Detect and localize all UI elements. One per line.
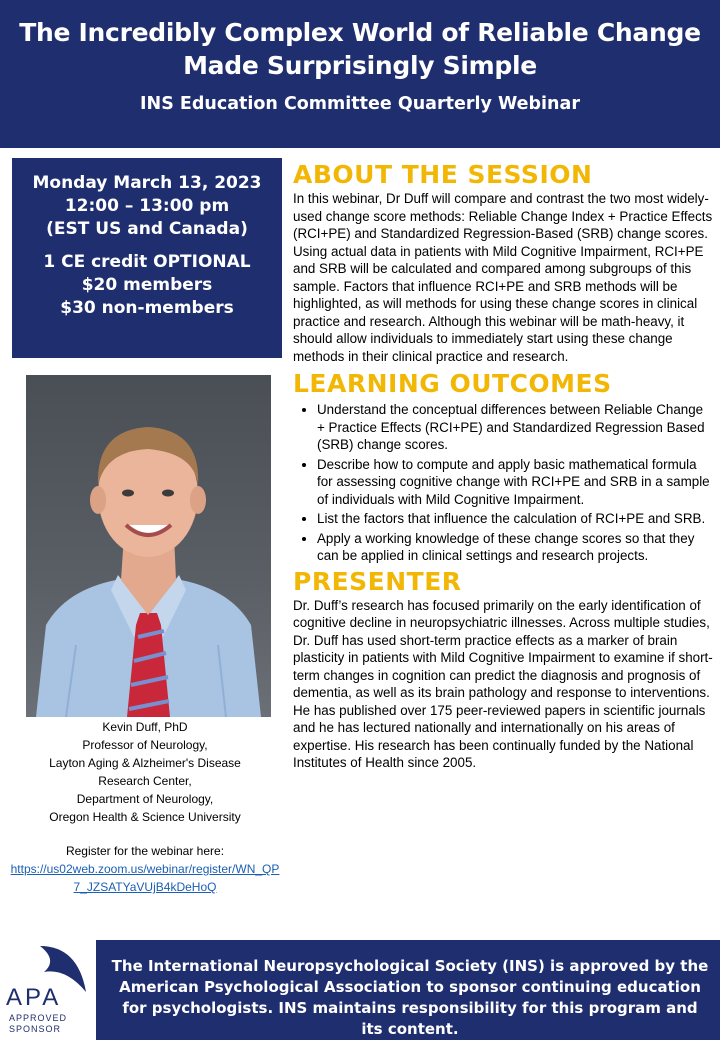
footer-text: The International Neuropsychological Society (INS) is approved by the American Psychological Association to sponsor continuing education for psychologists. INS maintains responsibility for this program and its content. xyxy=(111,957,709,1038)
outcome-item: • Understand the conceptual differences between Reliable Change + Practice Effects (RCI+PE) and Standardized Regression Based (SRB) change scores. xyxy=(317,401,713,454)
presenter-photo xyxy=(26,375,271,717)
outcome-item: • Apply a working knowledge of these change scores so that they can be applied in clinical settings and research projects. xyxy=(317,530,713,565)
page-title xyxy=(0,16,720,82)
presenter-name: Kevin Duff, PhD xyxy=(102,720,188,734)
outcome-item: • Describe how to compute and apply basic mathematical formula for assessing cognitive change with RCI+PE and SRB in a sample of individuals with Mild Cognitive Impairment. xyxy=(317,456,713,509)
price-nonmembers: $30 non-members xyxy=(60,298,234,318)
presenter-center-line-2: Research Center, xyxy=(98,774,192,788)
footer-banner xyxy=(0,940,720,1040)
presenter-department: Department of Neurology, xyxy=(76,792,214,806)
about-heading: ABOUT THE SESSION xyxy=(293,160,593,189)
register-label: Register for the webinar here: xyxy=(65,844,225,858)
event-info-box xyxy=(12,158,282,358)
price-members: $20 members xyxy=(81,275,213,295)
presenter-bio: Dr. Duff’s research has focused primarily on the early identification of cognitive decline in neuropsychiatric illnesses. Across multiple studies, Dr. Duff has used short-term practice effects as a marker of brain plasticity in patients with Mild Cognitive Impairment to examine if short-term changes in cognition can predict the diagnosis and prognosis of dementia, as well as its brain pathology and response to interventions. He has published over 175 peer-reviewed papers in scientific journals and he has lectured nationally and internationally on his areas of expertise. His research has been continually funded by the National Institutes of Health since 2005. xyxy=(293,597,713,770)
event-date: Monday March 13, 2023 xyxy=(32,173,262,193)
event-timezone: (EST US and Canada) xyxy=(46,219,248,239)
apa-sub-approved: APPROVED xyxy=(9,1013,68,1023)
presenter-university: Oregon Health & Science University xyxy=(49,810,241,824)
ce-credit: 1 CE credit OPTIONAL xyxy=(43,252,251,272)
header-banner xyxy=(0,0,720,148)
main-content xyxy=(293,160,713,772)
about-text: In this webinar, Dr Duff will compare and contrast the two most widely-used change score methods: Reliable Change Index + Practice Effects (RCI+PE) and Standardized Regression-Based (SRB) change scores. Using actual data in patients with Mild Cognitive Impairment, RCI+PE and SRB will be calculated and compared among subgroups of this sample. Factors that influence RCI+PE and SRB methods will be highlighted, as will methods for using these change scores in clinical practice and research. Although this webinar will be math-heavy, it should allow individuals to immediately start using these change methods in their clinical practice and research. xyxy=(293,191,713,364)
presenter-title: Professor of Neurology, xyxy=(82,738,208,752)
presenter-heading: PRESENTER xyxy=(293,566,462,596)
title-line-1: The Incredibly Complex World of Reliable Change xyxy=(19,18,701,47)
outcome-item: • List the factors that influence the calculation of RCI+PE and SRB. xyxy=(317,510,713,528)
presenter-center-line-1: Layton Aging & Alzheimer's Disease xyxy=(49,756,241,770)
outcomes-heading: LEARNING OUTCOMES xyxy=(293,369,612,398)
presenter-photo-illustration xyxy=(26,375,271,717)
event-time: 12:00 – 13:00 pm xyxy=(64,196,230,216)
register-link[interactable]: https://us02web.zoom.us/webinar/register/WN_QP7_JZSATYaVUjB4kDeHoQ xyxy=(10,862,280,894)
title-line-2: Made Surprisingly Simple xyxy=(183,51,537,80)
apa-sub-sponsor: SPONSOR xyxy=(9,1024,62,1034)
apa-text: APA xyxy=(6,984,62,1011)
outcomes-list xyxy=(293,401,713,565)
apa-logo xyxy=(0,940,96,1040)
presenter-info xyxy=(10,718,280,896)
register-block xyxy=(10,842,280,896)
page-subtitle: INS Education Committee Quarterly Webinar xyxy=(140,94,580,114)
